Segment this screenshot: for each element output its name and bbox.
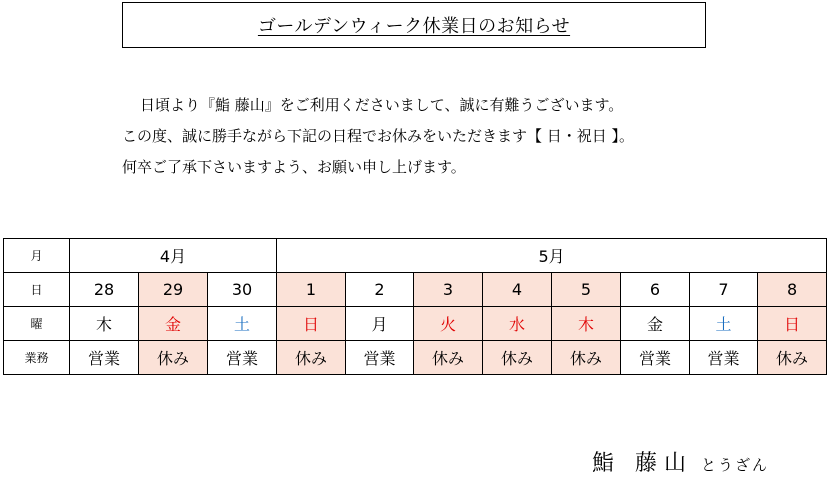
date-cell: 1: [277, 273, 346, 307]
weekday-cell: 日: [277, 307, 346, 341]
status-cell: 休み: [758, 341, 827, 375]
row-label-month: 月: [4, 239, 70, 273]
weekday-cell: 火: [414, 307, 483, 341]
date-cell: 2: [346, 273, 414, 307]
date-cell: 4: [483, 273, 552, 307]
weekday-cell: 金: [139, 307, 208, 341]
signature: [592, 446, 769, 477]
holiday-schedule-table: [3, 238, 827, 375]
status-cell: 営業: [208, 341, 277, 375]
date-cell: 30: [208, 273, 277, 307]
weekday-cell: 月: [346, 307, 414, 341]
restaurant-name: 鮨 藤山: [592, 451, 693, 476]
weekday-cell: 日: [758, 307, 827, 341]
month-april: 4月: [70, 239, 277, 273]
weekday-cell: 水: [483, 307, 552, 341]
restaurant-reading: とうざん: [701, 456, 770, 474]
weekday-cell: 木: [552, 307, 621, 341]
status-cell: 休み: [277, 341, 346, 375]
status-row: [4, 341, 827, 375]
notice-title-box: [122, 2, 706, 48]
notice-line-1: 日頃より『鮨 藤山』をご利用くださいまして、誠に有難うございます。: [140, 96, 624, 114]
status-cell: 営業: [621, 341, 690, 375]
weekday-cell: 金: [621, 307, 690, 341]
date-row: [4, 273, 827, 307]
status-cell: 休み: [414, 341, 483, 375]
weekday-cell: 木: [70, 307, 139, 341]
status-cell: 休み: [483, 341, 552, 375]
date-cell: 8: [758, 273, 827, 307]
month-may: 5月: [277, 239, 827, 273]
month-row: [4, 239, 827, 273]
row-label-date: 日: [4, 273, 70, 307]
weekday-row: [4, 307, 827, 341]
date-cell: 3: [414, 273, 483, 307]
date-cell: 28: [70, 273, 139, 307]
notice-body: [122, 90, 634, 183]
status-cell: 営業: [690, 341, 758, 375]
status-cell: 営業: [346, 341, 414, 375]
weekday-cell: 土: [208, 307, 277, 341]
row-label-weekday: 曜: [4, 307, 70, 341]
notice-line-2: この度、誠に勝手ながら下記の日程でお休みをいただきます【 日・祝日 】。: [122, 127, 635, 145]
weekday-cell: 土: [690, 307, 758, 341]
notice-title: ゴールデンウィーク休業日のお知らせ: [257, 16, 571, 37]
date-cell: 6: [621, 273, 690, 307]
notice-line-3: 何卒ご了承下さいますよう、お願い申し上げます。: [122, 158, 466, 176]
status-cell: 休み: [139, 341, 208, 375]
date-cell: 5: [552, 273, 621, 307]
status-cell: 休み: [552, 341, 621, 375]
date-cell: 7: [690, 273, 758, 307]
status-cell: 営業: [70, 341, 139, 375]
date-cell: 29: [139, 273, 208, 307]
row-label-status: 業務: [4, 341, 70, 375]
